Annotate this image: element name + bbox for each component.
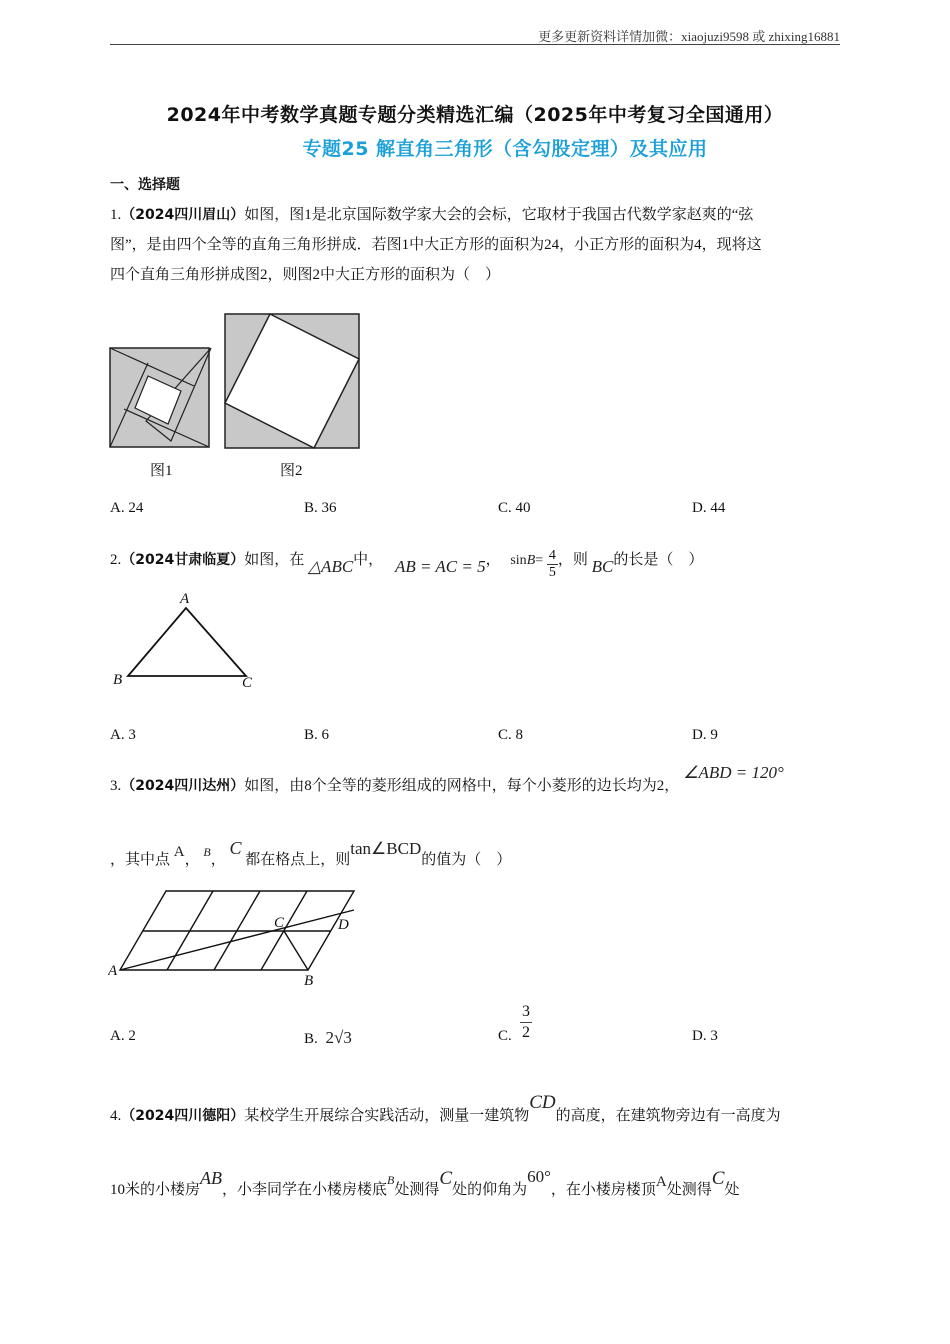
q3-option-c-prefix: C. <box>498 1028 512 1044</box>
q4-point-b: B <box>387 1173 395 1187</box>
q3-option-d[interactable]: D. 3 <box>692 1028 718 1044</box>
q2-triangle-figure <box>108 586 268 696</box>
q3-label-b: B <box>304 973 314 989</box>
q4-text-9: 处 <box>724 1182 740 1198</box>
question-3-line-1 <box>110 763 842 801</box>
q4-number: 4. <box>110 1108 122 1124</box>
q2-math-equals: = <box>535 553 544 568</box>
q4-text-2: 的高度，在建筑物旁边有一高度为 <box>555 1108 781 1124</box>
question-4-line-2 <box>110 1167 842 1205</box>
q2-number: 2. <box>110 552 122 568</box>
q3-math-angle-abd: ∠ABD = 120° <box>683 763 784 782</box>
q3-option-b-prefix: B. <box>304 1031 318 1047</box>
q3-number: 3. <box>110 778 122 794</box>
q1-text-line3: 四个直角三角形拼成图2，则图2中大正方形的面积为（ ） <box>110 267 501 283</box>
q1-figure-2 <box>223 312 361 450</box>
q4-text-1: 某校学生开展综合实践活动，测量一建筑物 <box>244 1108 530 1124</box>
q2-math-ab-ac: AB = AC = 5 <box>394 557 486 576</box>
q3-option-a[interactable]: A. 2 <box>110 1028 136 1044</box>
q2-text-2: 中， <box>353 552 384 568</box>
q2-option-b[interactable]: B. 6 <box>304 727 330 743</box>
q2-text-3: ， <box>485 552 501 568</box>
q3-option-c-fraction[interactable] <box>520 1002 532 1043</box>
q4-math-cd: CD <box>529 1092 556 1113</box>
q3-label-c: C <box>274 915 285 931</box>
q2-source: （2024甘肃临夏） <box>121 552 245 568</box>
header-note: 更多更新资料详情加微：xiaojuzi9598 或 zhixing16881 <box>538 29 840 44</box>
q4-point-c-2: C <box>711 1168 725 1189</box>
page-subtitle: 专题25 解直角三角形（含勾股定理）及其应用 <box>302 138 708 160</box>
section-heading: 一、选择题 <box>110 177 180 193</box>
q3-text-4: 的值为（ ） <box>421 852 512 868</box>
q3-point-a: A <box>173 844 185 860</box>
q3-option-b-math: 2√3 <box>325 1028 352 1047</box>
q3-label-a: A <box>108 963 118 979</box>
q4-point-c: C <box>439 1168 453 1189</box>
q2-option-d[interactable]: D. 9 <box>692 727 718 743</box>
header-divider <box>110 44 840 45</box>
q3-separator-1: ， <box>184 852 200 868</box>
q1-text-line1: 如图，图1是北京国际数学家大会的会标，它取材于我国古代数学家赵爽的“弦 <box>244 207 754 223</box>
q4-math-ab: AB <box>200 1168 223 1188</box>
q1-option-d[interactable]: D. 44 <box>692 500 726 516</box>
q3-point-b: B <box>203 845 211 859</box>
q1-fig1-caption: 图1 <box>150 463 173 479</box>
question-3-line-2 <box>110 838 842 875</box>
q1-option-a[interactable]: A. 24 <box>110 500 144 516</box>
q2-math-sin: sin <box>510 553 527 568</box>
q3-text-1: 如图，由8个全等的菱形组成的网格中，每个小菱形的边长均为2， <box>244 778 680 794</box>
q3-rhombus-grid-figure <box>108 880 368 990</box>
q4-source: （2024四川德阳） <box>121 1108 245 1124</box>
q4-math-60deg: 60° <box>527 1167 551 1186</box>
q1-figure-1 <box>108 346 212 450</box>
q1-text-line2: 图”，是由四个全等的直角三角形拼成．若图1中大正方形的面积为24，小正方形的面积为4，现将这 <box>110 237 762 253</box>
q3-point-c: C <box>229 838 242 858</box>
page-title: 2024年中考数学真题专题分类精选汇编（2025年中考复习全国通用） <box>166 104 784 126</box>
q4-text-3: 10米的小楼房 <box>110 1182 201 1198</box>
q2-option-a[interactable]: A. 3 <box>110 727 136 743</box>
q2-text-4: ，则 <box>557 552 588 568</box>
q2-math-angle-b: B <box>526 553 536 568</box>
q1-fig2-caption: 图2 <box>280 463 303 479</box>
question-1-text <box>110 200 842 290</box>
q2-fraction <box>547 548 558 581</box>
q1-number: 1. <box>110 207 122 223</box>
q2-label-b: B <box>113 672 123 688</box>
q3-math-tan-bcd: tan∠BCD <box>350 839 422 858</box>
question-2-text <box>110 544 842 581</box>
q1-option-b[interactable]: B. 36 <box>304 500 337 516</box>
q4-text-4: ，小李同学在小楼房楼底 <box>222 1182 388 1198</box>
q2-math-bc: BC <box>591 557 614 576</box>
q4-point-a: A <box>655 1174 667 1190</box>
q3-grid-lines <box>120 891 354 970</box>
q1-option-c[interactable]: C. 40 <box>498 500 531 516</box>
q4-text-8: 处测得 <box>666 1182 712 1198</box>
q3-source: （2024四川达州） <box>121 778 245 794</box>
q3-option-c[interactable] <box>498 1028 512 1045</box>
q2-fraction-numerator: 4 <box>548 548 556 564</box>
q3-line-cb <box>284 931 308 970</box>
q1-source: （2024四川眉山） <box>121 207 245 223</box>
q2-label-a: A <box>180 591 190 607</box>
q4-text-6: 处的仰角为 <box>452 1182 528 1198</box>
q2-math-triangle: △ABC <box>307 557 354 576</box>
q2-text-1: 如图，在 <box>244 552 305 568</box>
question-4-line-1 <box>110 1092 842 1131</box>
q4-text-5: 处测得 <box>394 1182 440 1198</box>
q3-label-d: D <box>338 917 349 933</box>
q2-fraction-denominator: 5 <box>548 565 556 581</box>
q2-option-c[interactable]: C. 8 <box>498 727 524 743</box>
q4-text-7: ，在小楼房楼顶 <box>550 1182 656 1198</box>
q3-separator-2: ， <box>210 852 226 868</box>
q2-label-c: C <box>242 675 253 691</box>
q3-option-c-numerator: 3 <box>520 1002 532 1023</box>
q3-text-2: ，其中点 <box>110 852 171 868</box>
q2-triangle-abc <box>128 608 246 676</box>
q3-text-3: 都在格点上，则 <box>245 852 351 868</box>
q3-option-c-denominator: 2 <box>522 1024 530 1041</box>
q2-text-5: 的长是（ ） <box>613 552 704 568</box>
q3-option-b[interactable] <box>304 1028 352 1048</box>
q3-line-ad <box>120 910 354 970</box>
